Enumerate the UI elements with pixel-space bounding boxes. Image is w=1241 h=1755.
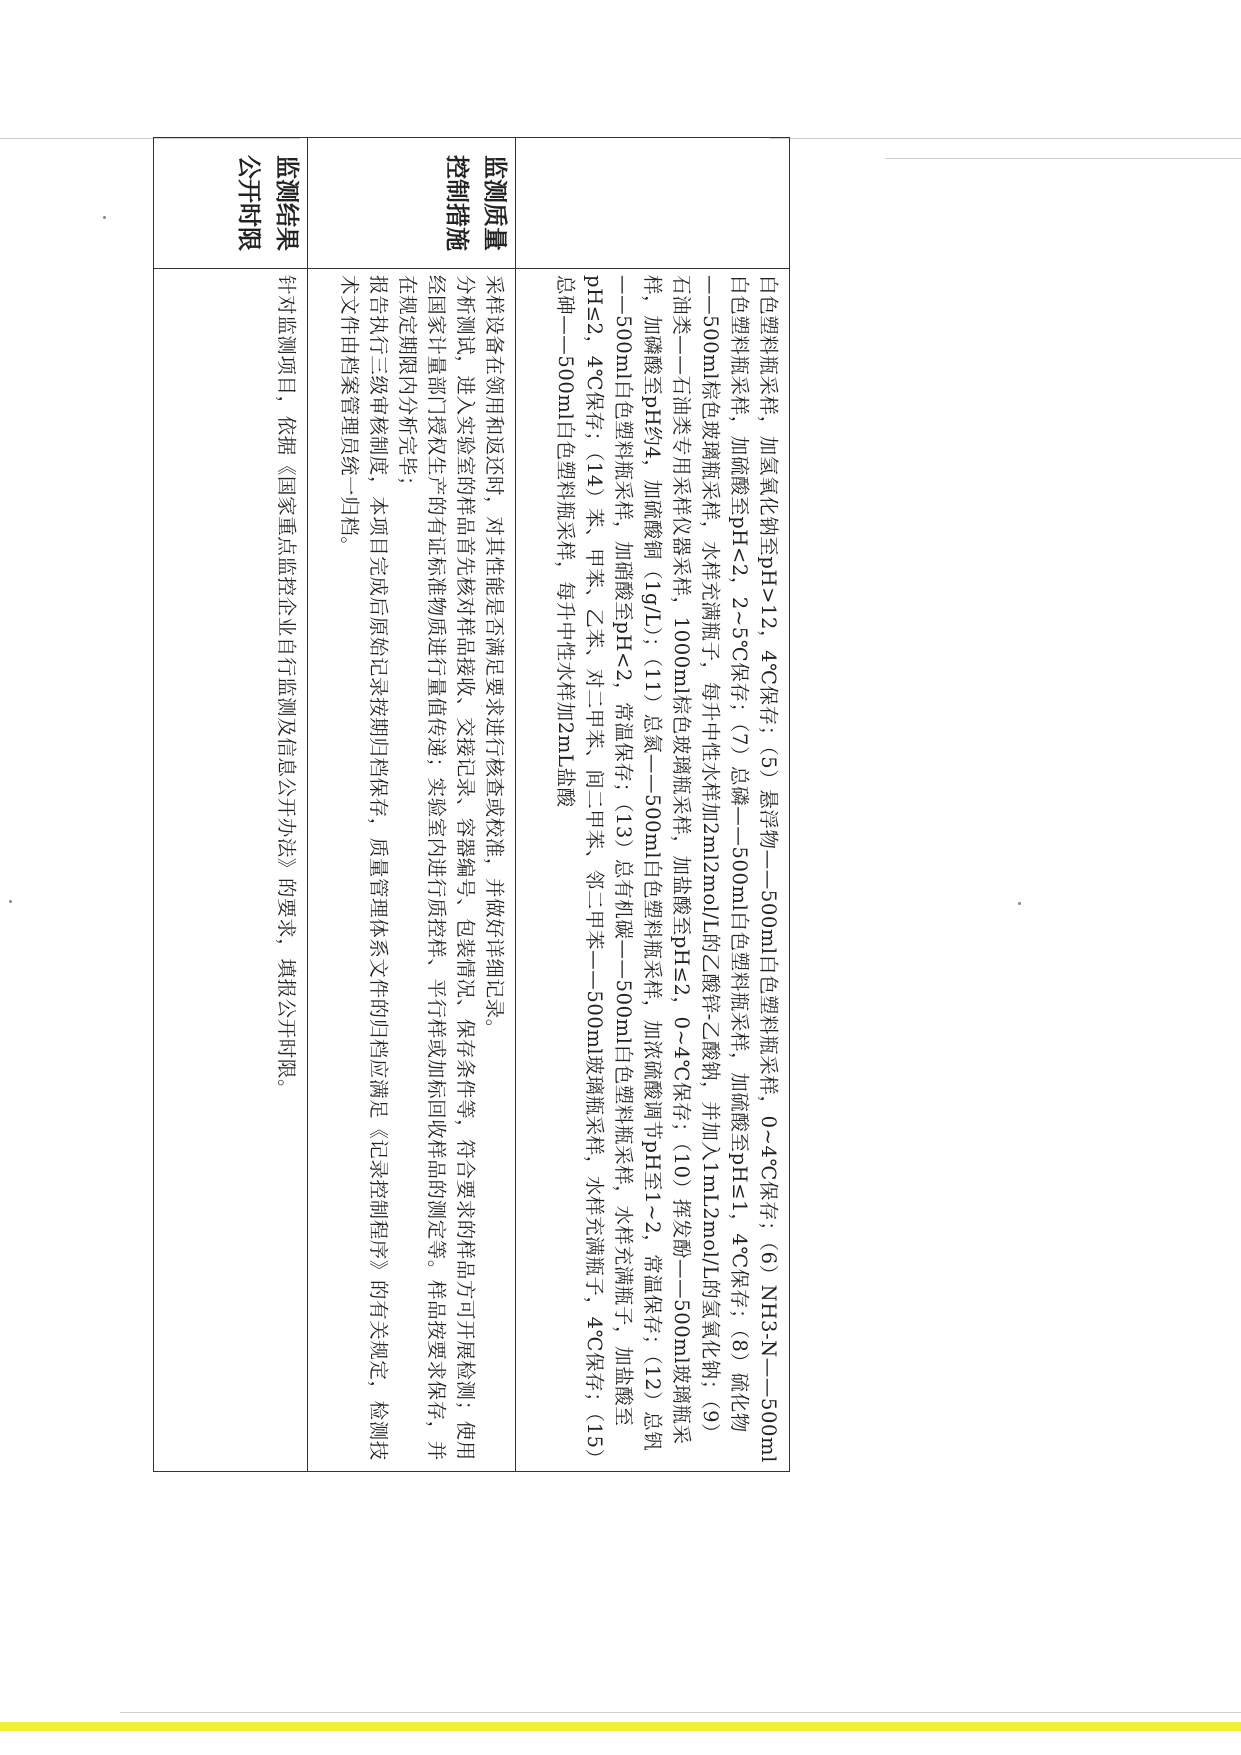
paragraph: 分析测试，进入实验室的样品首先核对样品接收、交接记录、容器编号、包装情况、保存条件等，符合要求的样品方可开展检测；使用经国家计量部门授权生产的有证标准物质进行量值传递；实验室内进行质控样、平行样或加标回收样品的测定等。样品按要求保存，并在规定期限内分析完毕； [396, 275, 477, 1461]
paragraph: 针对监测项目，依据《国家重点监控企业自行监测及信息公开办法》的要求，填报公开时限。 [275, 275, 298, 1100]
paragraph: 报告执行三级审核制度，本项目完成后原始记录按期归档保存，质量管理体系文件的归档应满足《记录控制程序》的有关规定，检测技术文件由档案管理员统一归档。 [338, 275, 390, 1461]
disclosure-text [154, 269, 308, 1472]
row-label-line-1: 监测质量 [481, 155, 509, 251]
scan-speck [103, 216, 106, 219]
row-label-quality-control [308, 138, 516, 269]
row-label-empty [516, 138, 790, 269]
row-label-disclosure [154, 138, 308, 269]
table-row-quality-control [308, 138, 516, 1472]
scan-speck [1018, 902, 1021, 905]
table-row-sampling [516, 138, 790, 1472]
row-label-line-2: 控制措施 [443, 155, 471, 251]
scan-line-bottom [120, 1712, 1241, 1713]
rotated-document [154, 137, 790, 1472]
scan-line-top-right [770, 138, 1241, 139]
scan-line-right-1 [885, 158, 1241, 159]
paragraph: 白色塑料瓶采样，加氢氧化钠至pH>12，4℃保存；（5）悬浮物——500ml白色塑料瓶采样，0~4℃保存；（6）NH3-N——500ml白色塑料瓶采样，加硫酸至pH<2，2~5℃保存；（7）总磷——500ml白色塑料瓶采样，加硫酸至pH≤1，4℃保存；（8）硫化物——500ml棕色玻璃瓶采样，水样充满瓶子，每升中性水样加2ml2mol/L的乙酸锌-乙酸钠，并加入1mL2mol/L的氢氧化钠；（9）石油类——石油类专用采样仪器采样，1000ml棕色玻璃瓶采样，加盐酸至pH≤2，0~4℃保存；（10）挥发酚——500ml玻璃瓶采样，加磷酸至pH约4，加硫酸铜（1g/L）；（11）总氮——500ml白色塑料瓶采样，加浓硫酸调节pH至1~2，常温保存；（12）总钒——500ml白色塑料瓶采样，加硝酸至pH<2，常温保存；（13）总有机碳——500ml白色塑料瓶采样，水样充满瓶子，加盐酸至pH≤2，4℃保存；（14）苯、甲苯、乙苯、对二甲苯、间二甲苯、邻二甲苯——500ml玻璃瓶采样，水样充满瓶子，4℃保存；（15）总砷——500ml白色塑料瓶采样，每升中性水样加2mL盐酸 [554, 275, 780, 1463]
quality-control-text [308, 269, 516, 1472]
highlight-strip [0, 1722, 1241, 1731]
row-label-line-1: 监测结果 [273, 155, 301, 251]
paragraph: 采样设备在领用和返还时，对其性能是否满足要求进行核查或校准，并做好详细记录。 [483, 275, 506, 1039]
sampling-preservation-text [516, 269, 790, 1472]
scan-speck [9, 900, 12, 903]
row-label-line-2: 公开时限 [235, 155, 263, 251]
table-row-disclosure [154, 138, 308, 1472]
monitoring-table [153, 137, 790, 1472]
